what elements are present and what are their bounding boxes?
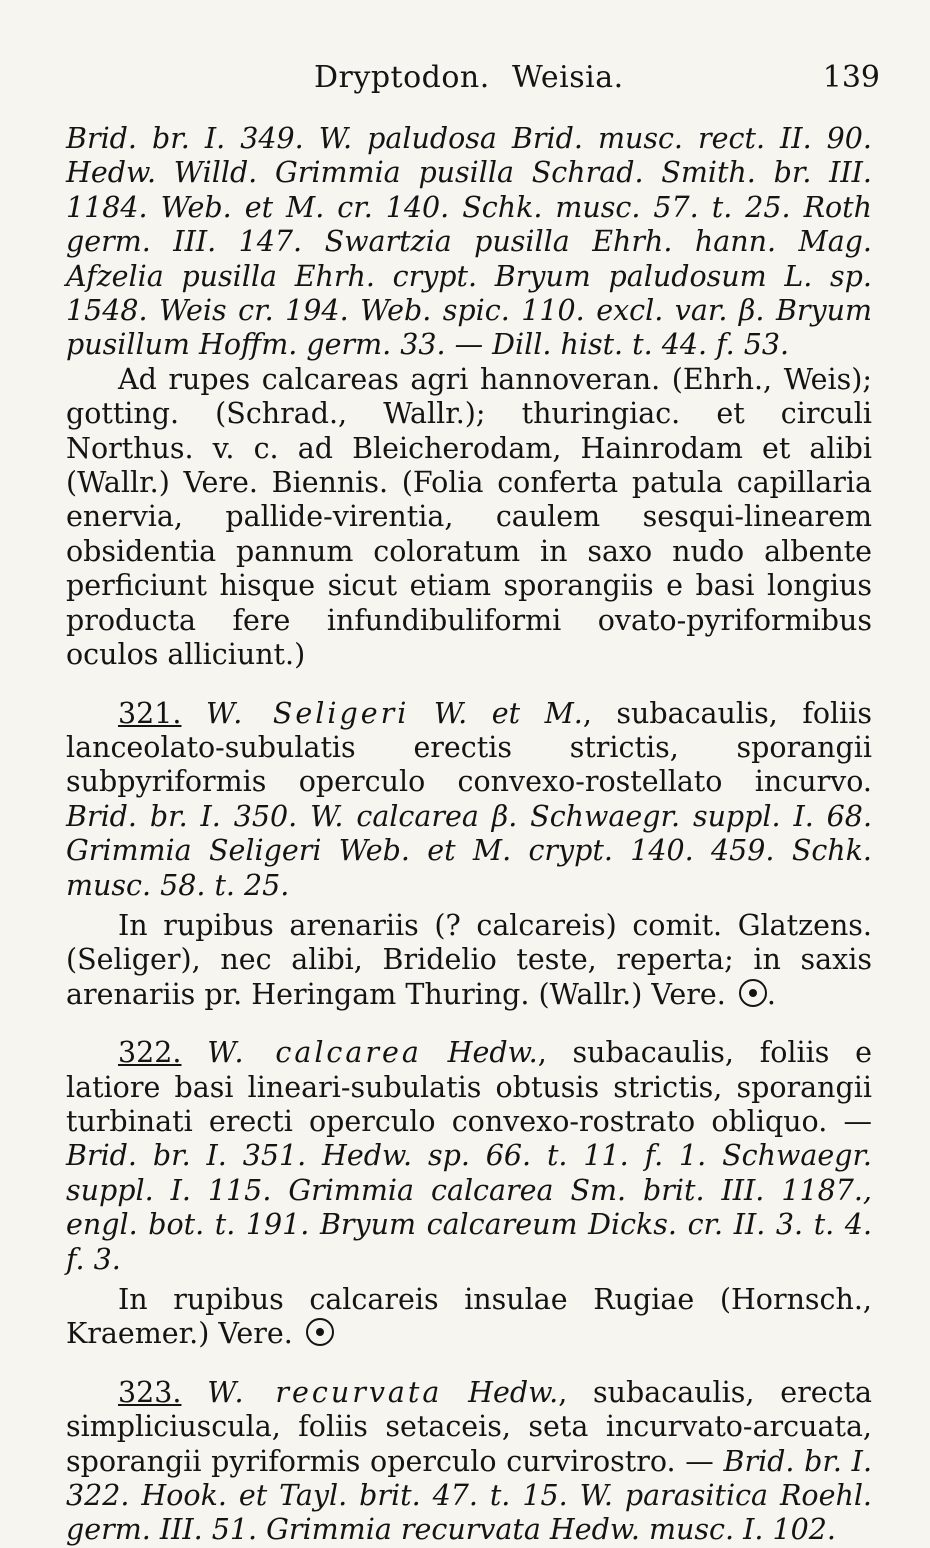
species-description: , subacaulis, foliis lanceolato-subulatis erectis strictis, sporangii subpyriformis operculo convexo-rostellato incurvo. <box>66 696 873 799</box>
species-bibliography: Brid. br. I. 322. Hook. et Tayl. brit. 47. t. 15. W. parasitica Roehl. germ. III. 51. Grimmia recurvata Hedw. musc. I. 102. <box>66 1444 872 1547</box>
page-body <box>66 122 872 1548</box>
continued-locality: Ad rupes calcareas agri hannoveran. (Ehrh., Weis); gotting. (Schrad., Wallr.); thuringiac. et circuli Northus. v. c. ad Bleicherodam, Hainrodam et alibi (Wallr.) Vere. Biennis. (Folia conferta patula capillaria enervia, pallide-virentia, caulem sesqui-linearem obsidentia pannum coloratum in saxo nudo albente perficiunt hisque sicut etiam sporangiis e basi longius producta fere infundibuliformi ovato-pyriformibus oculos alliciunt.) <box>66 362 872 672</box>
species-entry-323 <box>66 1376 872 1548</box>
species-entry-322 <box>66 1036 872 1277</box>
species-entry-321 <box>66 697 872 903</box>
species-name: W. recurvata <box>207 1375 443 1409</box>
species-authority: Hedw. <box>468 1375 559 1409</box>
biennial-symbol-icon <box>306 1318 334 1346</box>
species-locality-322: In rupibus calcareis insulae Rugiae (Hornsch., Kraemer.) Vere. <box>66 1283 872 1351</box>
header-genus-right: Weisia. <box>512 60 624 95</box>
running-header <box>62 52 880 102</box>
entry-number: 322. <box>118 1036 182 1070</box>
species-description: , subacaulis, erecta simpliciuscula, foliis setaceis, seta incurvato-arcuata, sporangii pyriformis operculo curvirostro. — <box>66 1375 873 1478</box>
species-locality-321: In rupibus arenariis (? calcareis) comit. Glatzens. (Seliger), nec alibi, Bridelio teste, reperta; in saxis arenariis pr. Heringam Thuring. (Wallr.) Vere. . <box>66 908 872 1011</box>
continued-bibliography: Brid. br. I. 349. W. paludosa Brid. musc. rect. II. 90. Hedw. Willd. Grimmia pusilla Schrad. Smith. br. III. 1184. Web. et M. cr. 140. Schk. musc. 57. t. 25. Roth germ. III. 147. Swartzia pusilla Ehrh. hann. Mag. Afzelia pusilla Ehrh. crypt. Bryum paludosum L. sp. 1548. Weis cr. 194. Web. spic. 110. excl. var. β. Bryum pusillum Hoffm. germ. 33. — Dill. hist. t. 44. f. 53. <box>66 122 872 362</box>
species-bibliography: Brid. br. I. 350. W. calcarea β. Schwaegr. suppl. I. 68. Grimmia Seligeri Web. et M. crypt. 140. 459. Schk. musc. 58. t. 25. <box>66 799 872 902</box>
page-number: 139 <box>822 60 880 95</box>
biennial-symbol-icon <box>739 979 767 1007</box>
species-name: W. Seligeri <box>205 696 410 730</box>
species-name: W. calcarea <box>207 1036 422 1070</box>
species-authority: Hedw. <box>447 1036 538 1070</box>
species-authority: W. et M. <box>433 696 583 730</box>
species-bibliography: Brid. br. I. 351. Hedw. sp. 66. t. 11. f. 1. Schwaegr. suppl. I. 115. Grimmia calcarea Sm. brit. III. 1187., engl. bot. t. 191. Bryum calcareum Dicks. cr. II. 3. t. 4. f. 3. <box>66 1139 872 1276</box>
entry-number: 323. <box>118 1375 182 1409</box>
header-genus-left: Dryptodon. <box>314 60 490 95</box>
species-description: , subacaulis, foliis e latiore basi lineari-subulatis obtusis strictis, sporangii turbinati erecti operculo convexo-rostrato obliquo. — <box>66 1036 873 1138</box>
entry-number: 321. <box>118 696 182 730</box>
